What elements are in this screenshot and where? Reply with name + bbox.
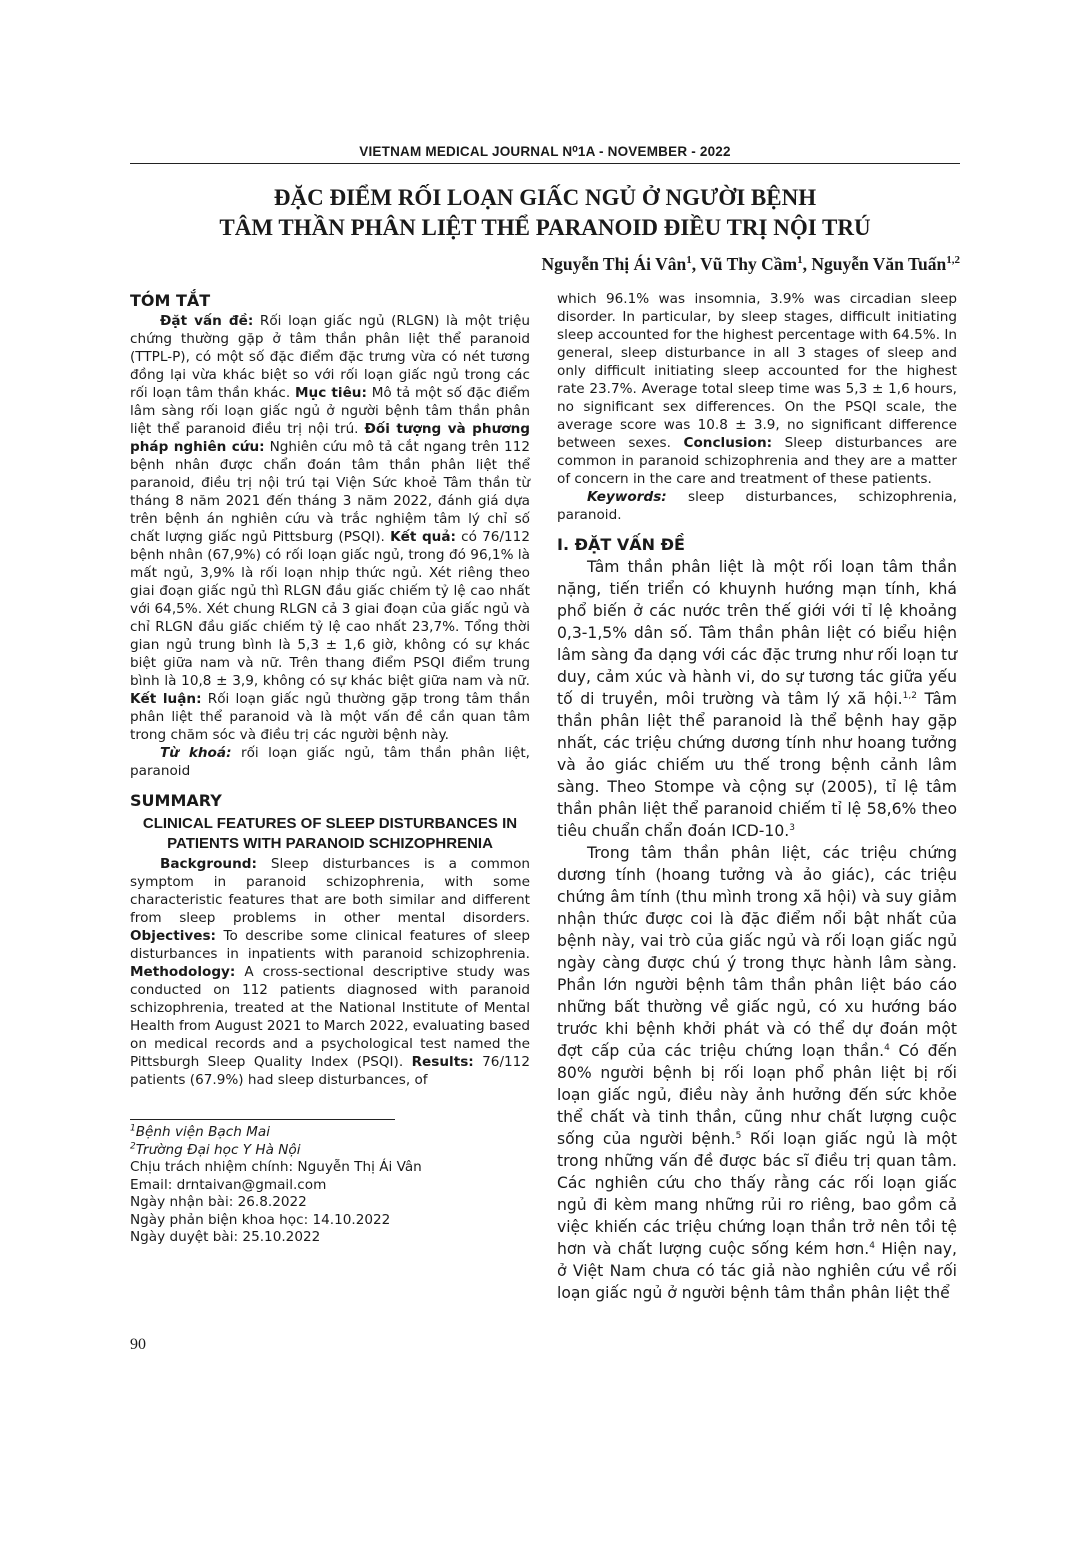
footnote-affiliation-2: $^2$Trường Đại học Y Hà Nội: [130, 1140, 301, 1158]
text-keywords-vi: rối loạn giấc ngủ, tâm thần phân liệt, paranoid: [130, 745, 530, 779]
label-method-vi: Đối tượng và phương pháp nghiên cứu:: [130, 421, 530, 455]
footnote-email: Email: drntaivan@gmail.com: [130, 1176, 327, 1193]
header-rule: [130, 163, 960, 164]
text-result-en-continued: which 96.1% was insomnia, 3.9% was circadian sleep disorder. In particular, by sleep stages, difficult initiating sleep accounted for the highest percentage with 64.5%. In general, sleep disturbance in all 3 stages of sleep and only difficult initiating sleep accounted for the highest rate 23.7%. Average total sleep time was 5,3 ± 1,6 hours, no significant sex differences. On the PSQI scale, the average score was 10.8 ± 3.9, no significant difference between sexes.: [557, 291, 957, 451]
author-affiliation: 1: [797, 254, 803, 267]
author-name: Vũ Thy Cầm: [700, 254, 798, 274]
intro-heading: I. ĐẶT VẤN ĐỀ: [557, 535, 685, 554]
keywords-en: [557, 488, 957, 524]
citation-ref: 3: [789, 822, 795, 833]
label-method-en: Methodology:: [130, 964, 236, 980]
text-conclusion-en: Sleep disturbances are common in paranoid schizophrenia and they are a matter of concern in the care and treatment of these patients.: [557, 435, 957, 487]
label-conclusion-en: Conclusion:: [683, 435, 773, 451]
label-objective-en: Objectives:: [130, 928, 216, 944]
footnote-reviewed: Ngày phản biện khoa học: 14.10.2022: [130, 1211, 391, 1228]
text-conclusion-vi: Rối loạn giấc ngủ thường gặp trong tâm thần phân liệt thể paranoid và là một vấn đề cần quan tâm trong chăm sóc và điều trị các người bệnh này.: [130, 691, 530, 743]
text-background-vi: Rối loạn giấc ngủ (RLGN) là một triệu chứng thường gặp ở tâm thần phân liệt thể paranoid (TTPL-P), có một số đặc điểm đặc trưng vừa có nét tương đồng lại vừa khác biệt so với rối loạn giấc ngủ trong các rối loạn tâm thần khác.: [130, 313, 531, 401]
intro-paragraph-2: Trong tâm thần phân liệt, các triệu chứng dương tính (hoang tưởng và ảo giác), các triệu chứng âm tính (thu mình trong xã hội) và suy giảm nhận thức được coi là đặc điểm nổi bật nhất của bệnh này, vai trò của giấc ngủ và rối loạn giấc ngủ ngày càng được chú ý trong thực hành lâm sàng. Phần lớn người bệnh tâm thần phân liệt báo cáo những bất thường về giấc ngủ, có xu hướng báo trước khi bệnh khởi phát và có thể dự đoán một đợt cấp của các triệu chứng loạn thần.$^4$ Có đến 80% người bệnh bị rối loạn phổ phân liệt bị rối loạn giấc ngủ, điều này ảnh hưởng đến sức khỏe thể chất và tinh thần, cũng như chất lượng cuộc sống của người bệnh.$^5$ Rối loạn giấc ngủ là một trong những vấn đề được bác sĩ điều trị quan tâm. Các nghiên cứu cho thấy rằng các rối loạn giấc ngủ đi kèm mang những rủi ro riêng, bao gồm cả việc khiến các triệu chứng loạn thần trở nên tồi tệ hơn và chất lượng cuộc sống kém hơn.$^4$ Hiện nay, ở Việt Nam chưa có tác giả nào nghiên cứu về rối loạn giấc ngủ ở người bệnh tâm thần phân liệt thể: [557, 844, 957, 1302]
author-name: Nguyễn Văn Tuấn: [811, 254, 947, 274]
label-background-en: Background:: [160, 856, 257, 872]
footnotes: [130, 1124, 530, 1247]
abstract-vi-text: [130, 312, 530, 744]
text-keywords-en: sleep disturbances, schizophrenia, paranoid.: [557, 489, 957, 523]
text-objective-en: To describe some clinical features of sleep disturbances in inpatients with paranoid schizophrenia.: [130, 928, 530, 962]
footnote-rule: [130, 1119, 395, 1120]
summary-heading: SUMMARY: [130, 791, 222, 810]
intro-paragraph-1: Tâm thần phân liệt là một rối loạn tâm thần nặng, tiến triển có khuynh hướng mạn tính, khá phổ biến ở các nước trên thế giới với tỉ lệ khoảng 0,3-1,5% dân số. Tâm thần phân liệt có biểu hiện lâm sàng đa dạng với các đặc trưng như rối loạn tư duy, cảm xúc và hành vi, do sự tương tác giữa yếu tố di truyền, môi trường và tâm lý xã hội.$^{1,2}$ Tâm thần phân liệt thể paranoid là thể bệnh hay gặp nhất, các triệu chứng dương tính như hoang tưởng và ảo giác chiếm ưu thế trong bệnh cảnh lâm sàng. Theo Stompe và cộng sự (2005), tỉ lệ tâm thần phân liệt thể paranoid chiếm tỉ lệ 58,6% theo tiêu chuẩn chẩn đoán ICD-10.$^3$: [557, 558, 957, 840]
summary-text-right: [557, 290, 957, 488]
label-result-en: Results:: [411, 1054, 474, 1070]
label-keywords-vi: Từ khoá:: [160, 745, 232, 761]
citation-ref: 1,2: [902, 690, 917, 701]
author-name: Nguyễn Thị Ái Vân: [541, 254, 687, 274]
author-list: Nguyễn Thị Ái Vân$^1$, Vũ Thy Cầm$^1$, Nguyễn Văn Tuấn$^{1,2}$: [541, 254, 960, 274]
text-background-en: Sleep disturbances is a common symptom in paranoid schizophrenia, with some characteristic features that are both similar and different from sleep problems in other mental disorders.: [130, 856, 530, 926]
footnote-corresponding: Chịu trách nhiệm chính: Nguyễn Thị Ái Vân: [130, 1159, 422, 1175]
right-column: [557, 290, 957, 1304]
text-method-vi: Nghiên cứu mô tả cắt ngang trên 112 bệnh nhân được chẩn đoán tâm thần phân liệt thể paranoid, điều trị nội trú tại Viện Sức khoẻ Tâm thần từ tháng 8 năm 2021 đến tháng 3 năm 2022, đánh giá dựa trên bệnh án nghiên cứu và trắc nghiệm tâm lý chỉ số chất lượng giấc ngủ Pittsburg (PSQI).: [130, 439, 530, 545]
article-title: [130, 183, 960, 243]
text-method-en: A cross-sectional descriptive study was conducted on 112 patients diagnosed with paranoid schizophrenia, treated at the National Institute of Mental Health from August 2021 to March 2022, evaluating based on medical records and a psychological test named the Pittsburgh Sleep Quality Index (PSQI).: [130, 964, 530, 1070]
footnote-received: Ngày nhận bài: 26.8.2022: [130, 1194, 307, 1210]
title-line-2: TÂM THẦN PHÂN LIỆT THỂ PARANOID ĐIỀU TRỊ NỘI TRÚ: [219, 215, 871, 240]
citation-ref: 4: [884, 1042, 890, 1053]
footnote-accepted: Ngày duyệt bài: 25.10.2022: [130, 1229, 321, 1245]
page-number: 90: [130, 1336, 146, 1353]
citation-ref: 4: [869, 1240, 875, 1251]
footnote-affiliation-1: $^1$Bệnh viện Bạch Mai: [130, 1123, 270, 1140]
summary-title: CLINICAL FEATURES OF SLEEP DISTURBANCES IN PATIENTS WITH PARANOID SCHIZOPHRENIA: [142, 815, 518, 852]
summary-text-left: [130, 855, 530, 1089]
label-conclusion-vi: Kết luận:: [130, 691, 202, 707]
author-affiliation: 1,2: [946, 254, 960, 267]
label-background-vi: Đặt vấn đề:: [160, 313, 254, 329]
label-keywords-en: Keywords:: [587, 489, 667, 505]
text-result-en-start: 76/112 patients (67.9%) had sleep disturbances, of: [130, 1054, 530, 1088]
citation-ref: 5: [735, 1130, 742, 1141]
text-result-vi: có 76/112 bệnh nhân (67,9%) có rối loạn giấc ngủ, trong đó 96,1% là mất ngủ, 3,9% là rối loạn nhịp thức ngủ. Xét riêng theo giai đoạn giấc ngủ thì RLGN đầu giấc chiếm tỷ lệ cao nhất với 64,5%. Xét chung RLGN cả 3 giai đoạn của giấc ngủ và chỉ RLGN đầu giấc chiếm tỷ lệ cao nhất 23,7%. Tổng thời gian ngủ trung bình là 5,3 ± 1,6 giờ, không có sự khác biệt giữa nam và nữ. Trên thang điểm PSQI điểm trung bình là 10,8 ± 3,9, không có sự khác biệt giữa nam và nữ.: [130, 529, 530, 689]
keywords-vi: [130, 744, 530, 780]
label-result-vi: Kết quả:: [390, 529, 456, 545]
title-line-1: ĐẶC ĐIỂM RỐI LOẠN GIẤC NGỦ Ở NGƯỜI BỆNH: [273, 185, 817, 210]
left-column: [130, 292, 530, 1247]
journal-header: VIETNAM MEDICAL JOURNAL N⁰1A - NOVEMBER - 2022: [359, 144, 731, 159]
text-objective-vi: Mô tả một số đặc điểm lâm sàng rối loạn giấc ngủ ở người bệnh tâm thần phân liệt thể paranoid điều trị nội trú.: [130, 385, 530, 437]
author-affiliation: 1: [686, 254, 692, 267]
abstract-vi-heading: TÓM TẮT: [130, 291, 211, 310]
label-objective-vi: Mục tiêu:: [294, 385, 367, 401]
